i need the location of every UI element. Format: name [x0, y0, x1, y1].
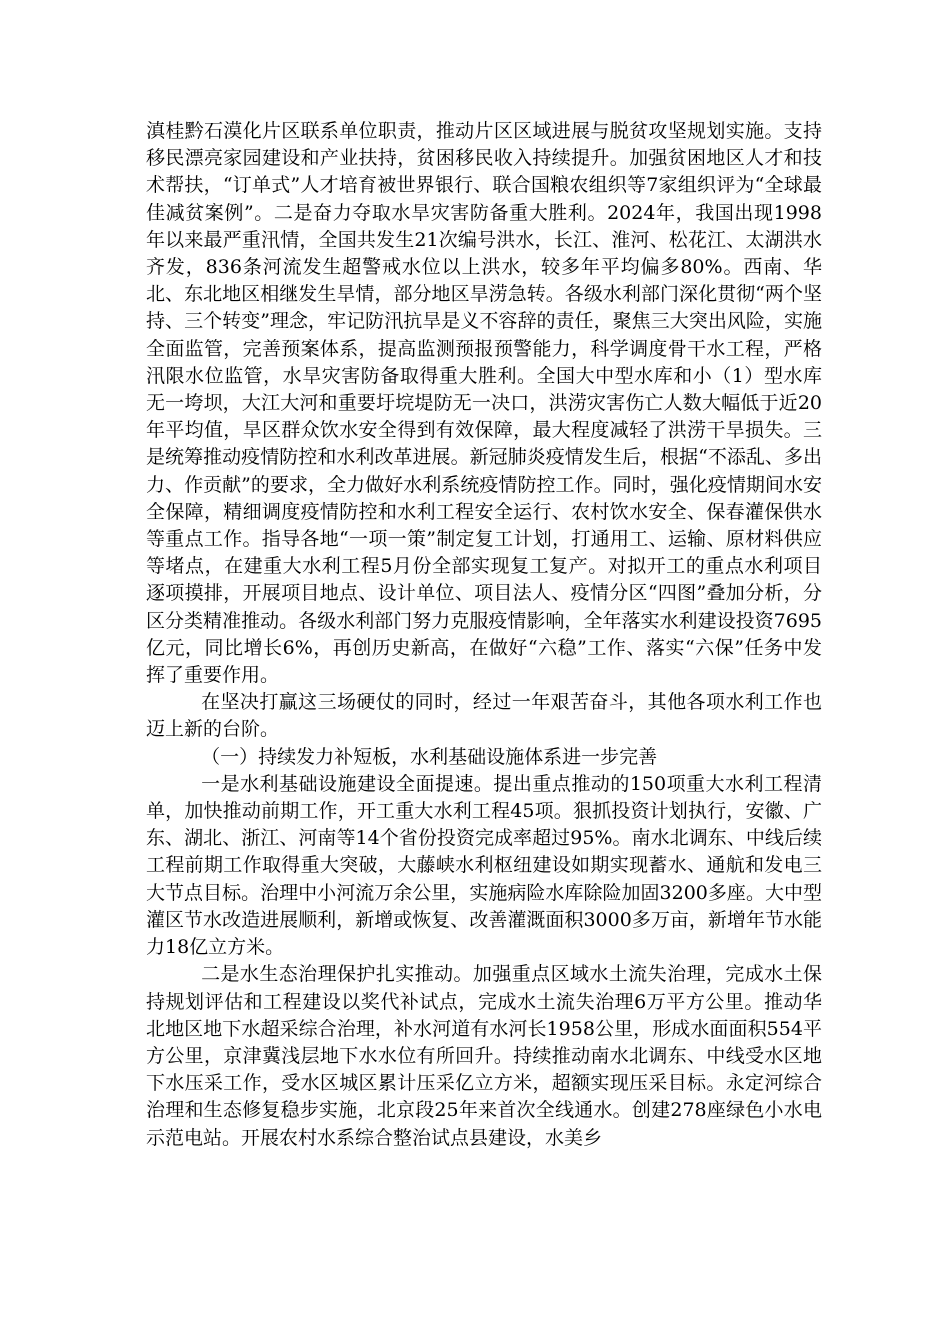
document-body	[146, 118, 822, 1152]
section-heading: （一）持续发力补短板，水利基础设施体系进一步完善	[201, 745, 658, 768]
body-paragraph-2: 在坚决打赢这三场硬仗的同时，经过一年艰苦奋斗，其他各项水利工作也迈上新的台阶。	[146, 691, 822, 741]
body-paragraph-3: 一是水利基础设施建设全面提速。提出重点推动的150项重大水利工程清单，加快推动前期工作，开工重大水利工程45项。狠抓投资计划执行，安徽、广东、湖北、浙江、河南等14个省份投资完成率超过95%。南水北调东、中线后续工程前期工作取得重大突破，大藤峡水利枢纽建设如期实现蓄水、通航和发电三大节点目标。治理中小河流万余公里，实施病险水库除险加固3200多座。大中型灌区节水改造进展顺利，新增或恢复、改善灌溉面积3000多万亩，新增年节水能力18亿立方米。	[146, 772, 822, 959]
body-paragraph-1: 滇桂黔石漠化片区联系单位职责，推动片区区域进展与脱贫攻坚规划实施。支持移民漂亮家园建设和产业扶持，贫困移民收入持续提升。加强贫困地区人才和技术帮扶，“订单式”人才培育被世界银行、联合国粮农组织等7家组织评为“全球最佳减贫案例”。二是奋力夺取水旱灾害防备重大胜利。2024年，我国出现1998年以来最严重汛情，全国共发生21次编号洪水，长江、淮河、松花江、太湖洪水齐发，836条河流发生超警戒水位以上洪水，较多年平均偏多80%。西南、华北、东北地区相继发生旱情，部分地区旱涝急转。各级水利部门深化贯彻“两个坚持、三个转变”理念，牢记防汛抗旱是义不容辞的责任，聚焦三大突出风险，实施全面监管，完善预案体系，提高监测预报预警能力，科学调度骨干水工程，严格汛限水位监管，水旱灾害防备取得重大胜利。全国大中型水库和小（1）型水库无一垮坝，大江大河和重要圩垸堤防无一决口，洪涝灾害伤亡人数大幅低于近20年平均值，旱区群众饮水安全得到有效保障，最大程度减轻了洪涝干旱损失。三是统筹推动疫情防控和水利改革进展。新冠肺炎疫情发生后，根据“不添乱、多出力、作贡献”的要求，全力做好水利系统疫情防控工作。同时，强化疫情期间水安全保障，精细调度疫情防控和水利工程安全运行、农村饮水安全、保春灌保供水等重点工作。指导各地“一项一策”制定复工计划，打通用工、运输、原材料供应等堵点，在建重大水利工程5月份全部实现复工复产。对拟开工的重点水利项目逐项摸排，开展项目地点、设计单位、项目法人、疫情分区“四图”叠加分析，分区分类精准推动。各级水利部门努力克服疫情影响，全年落实水利建设投资7695亿元，同比增长6%，再创历史新高，在做好“六稳”工作、落实“六保”任务中发挥了重要作用。	[146, 120, 822, 687]
body-paragraph-4: 二是水生态治理保护扎实推动。加强重点区域水土流失治理，完成水土保持规划评估和工程建设以奖代补试点，完成水土流失治理6万平方公里。推动华北地区地下水超采综合治理，补水河道有水河长1958公里，形成水面面积554平方公里，京津冀浅层地下水水位有所回升。持续推动南水北调东、中线受水区地下水压采工作，受水区城区累计压采亿立方米，超额实现压采目标。永定河综合治理和生态修复稳步实施，北京段25年来首次全线通水。创建278座绿色小水电示范电站。开展农村水系综合整治试点县建设，水美乡	[146, 963, 822, 1149]
